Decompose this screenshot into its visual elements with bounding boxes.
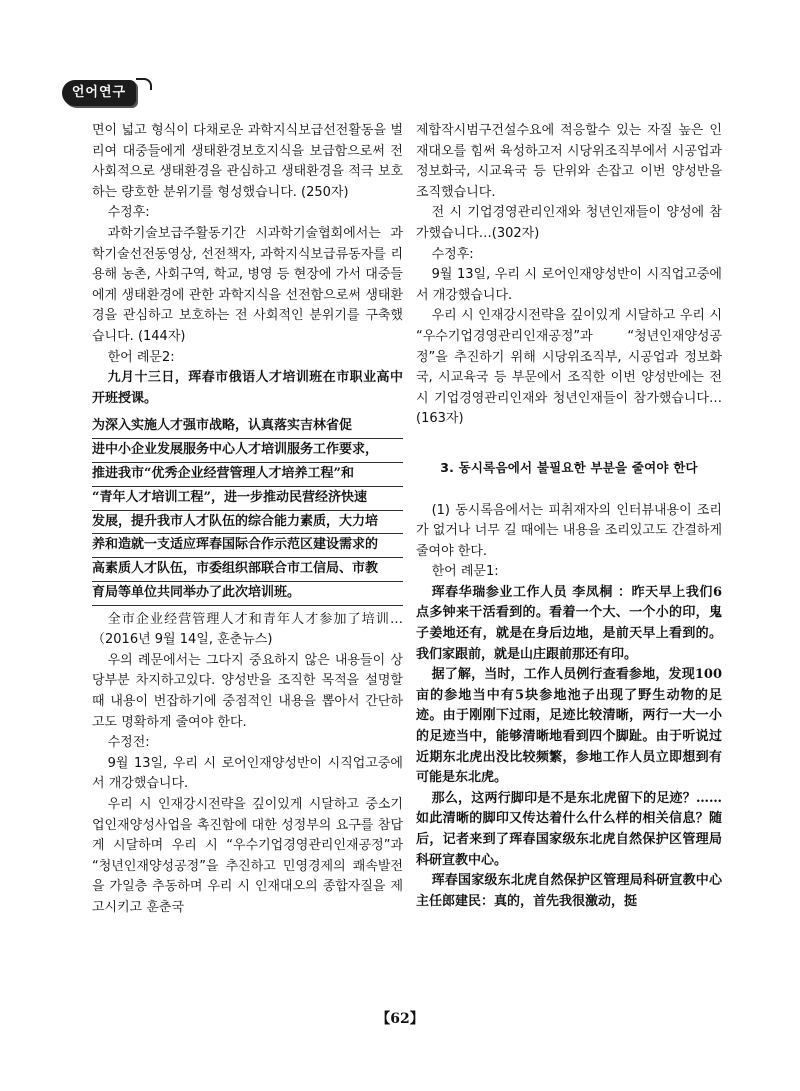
underlined-line: “青年人才培训工程”，进一步推动民营经济快速	[92, 487, 403, 511]
underlined-line: 推进我市“优秀企业经营管理人才培养工程”和	[92, 463, 403, 487]
left-paragraph-2: 과학기술보급주활동기간 시과학기술협회에서는 과학기술선전동영상, 선전책자, 과학지식보급류동자를 리용해 농촌, 사회구역, 학교, 병영 등 현장에 가서 대중들에게 생태환경에 관한 과학지식을 선전함으로써 생태환경을 관심하고 보호하는 전 사회적인 분위기를 구축했습니다. (144자)	[92, 225, 403, 344]
underlined-line: 发展，提升我市人才队伍的综合能力素质，大力培	[92, 511, 403, 535]
right-paragraph-2: 전 시 기업경영관리인재와 청년인재들이 양성에 참가했습니다…(302자)	[416, 205, 722, 241]
left-paragraph-analysis: 우의 례문에서는 그다지 중요하지 않은 내용들이 상당부분 차지하고있다. 양성반을 조직한 목적을 설명할 때 내용이 번잡하기에 중점적인 내용을 뽑아서 간단하고도 명확하게 줄여야 한다.	[92, 652, 403, 730]
underlined-line: 养和造就一支适应珲春国际合作示范区建设需求的	[92, 534, 403, 558]
right-label-example1: 한어 례문1:	[431, 564, 499, 580]
left-paragraph-before-2: 우리 시 인재강시전략을 깊이있게 시달하고 중소기업인재양성사업을 촉진함에 대한 성정부의 요구를 참답게 시달하며 우리 시 “우수기업경영관리인재공정”과 “청년인재양성공정”을 추진하고 민영경제의 쾌속발전을 가일층 추동하며 우리 시 인재대오의 종합자질을 제고시키고 훈춘국	[92, 797, 403, 915]
right-chinese-paragraph-4: 珲春国家级东北虎自然保护区管理局科研宣教中心主任郎建民：真的，首先我很激动，挺	[416, 873, 722, 909]
underlined-line: 高素质人才队伍，市委组织部联合市工信局、市教	[92, 558, 403, 582]
right-chinese-paragraph-1: 珲春华瑞参业工作人员 李凤桐 ：昨天早上我们6点多钟来干活看到的。看着一个大、一个小的印，鬼子姜地还有，就是在身后边地，是前天早上看到的。我们家跟前，就是山庄跟前那还有印。	[416, 584, 722, 662]
left-paragraph-1: 면이 넓고 형식이 다채로운 과학지식보급선전활동을 벌리여 대중들에게 생태환경보호지식을 보급함으로써 전 사회적으로 생태환경을 관심하고 생태환경을 적극 보호하는 량호한 분위기를 형성했습니다. (250자)	[92, 123, 403, 200]
right-chinese-paragraph-2: 据了解，当时，工作人员例行查看参地，发现100亩的参地当中有5块参地池子出现了野生动物的足迹。由于刚刚下过雨，足迹比较清晰，两行一大一小的足迹当中，能够清晰地看到四个脚趾。由于听说过近期东北虎出没比较频繁，参地工作人员立即想到有可能是东北虎。	[416, 667, 722, 786]
section-heading: 3. 동시록음에서 불필요한 부분을 줄여야 한다	[440, 459, 698, 475]
right-column	[416, 121, 722, 912]
section-badge: 언어연구	[62, 80, 136, 106]
right-chinese-paragraph-3: 那么，这两行脚印是不是东北虎留下的足迹？……如此清晰的脚印又传达着什么什么样的相关信息？随后，记者来到了珲春国家级东北虎自然保护区管理局科研宣教中心。	[416, 790, 722, 868]
left-paragraph-training: 全市企业经营管理人才和青年人才参加了培训…（2016년 9월 14일, 훈춘뉴스)	[92, 611, 403, 648]
underlined-chinese-passage	[92, 415, 403, 605]
left-paragraph-before-1: 9월 13일, 우리 시 로어인재양성반이 시직업고중에서 개강했습니다.	[92, 755, 403, 792]
right-paragraph-1: 제합작시범구건설수요에 적응할수 있는 자질 높은 인재대오를 힘써 육성하고저 시당위조직부에서 시공업과 정보화국, 시교육국 등 단위와 손잡고 이번 양성반을 조직했습니다.	[416, 123, 722, 200]
left-label-example2: 한어 례문2:	[107, 349, 175, 365]
underlined-line: 进中小企业发展服务中心人才培训服务工作要求，	[92, 439, 403, 463]
badge-curl-decoration	[136, 78, 152, 90]
left-label-before: 수정전:	[107, 735, 150, 751]
left-column	[92, 121, 403, 919]
underlined-line: 育局等单位共同举办了此次培训班。	[92, 582, 403, 606]
underlined-line: 为深入实施人才强市战略，认真落实吉林省促	[92, 415, 403, 439]
right-paragraph-5: (1) 동시록음에서는 피취재자의 인터뷰내용이 조리가 없거나 너무 길 때에는 내용을 조리있고도 간결하게 줄여야 한다.	[416, 502, 722, 559]
right-paragraph-4: 우리 시 인재강시전략을 깊이있게 시달하고 우리 시 “우수기업경영관리인재공정”과 “청년인재양성공정”을 추진하기 위해 시당위조직부, 시공업과 정보화국, 시교육국 등 부문에서 조직한 이번 양성반에는 전 시 기업경영관리인재와 청년인재들이 참가했습니다…(163자)	[416, 308, 722, 427]
right-paragraph-3: 9월 13일, 우리 시 로어인재양성반이 시직업고중에서 개강했습니다.	[416, 267, 722, 303]
left-chinese-paragraph-1: 九月十三日，珲春市俄语人才培训班在市职业高中开班授课。	[92, 370, 403, 406]
right-label-revised: 수정후:	[431, 246, 474, 262]
left-label-revised: 수정후:	[107, 205, 150, 221]
page-number: 【62】	[376, 1011, 424, 1027]
